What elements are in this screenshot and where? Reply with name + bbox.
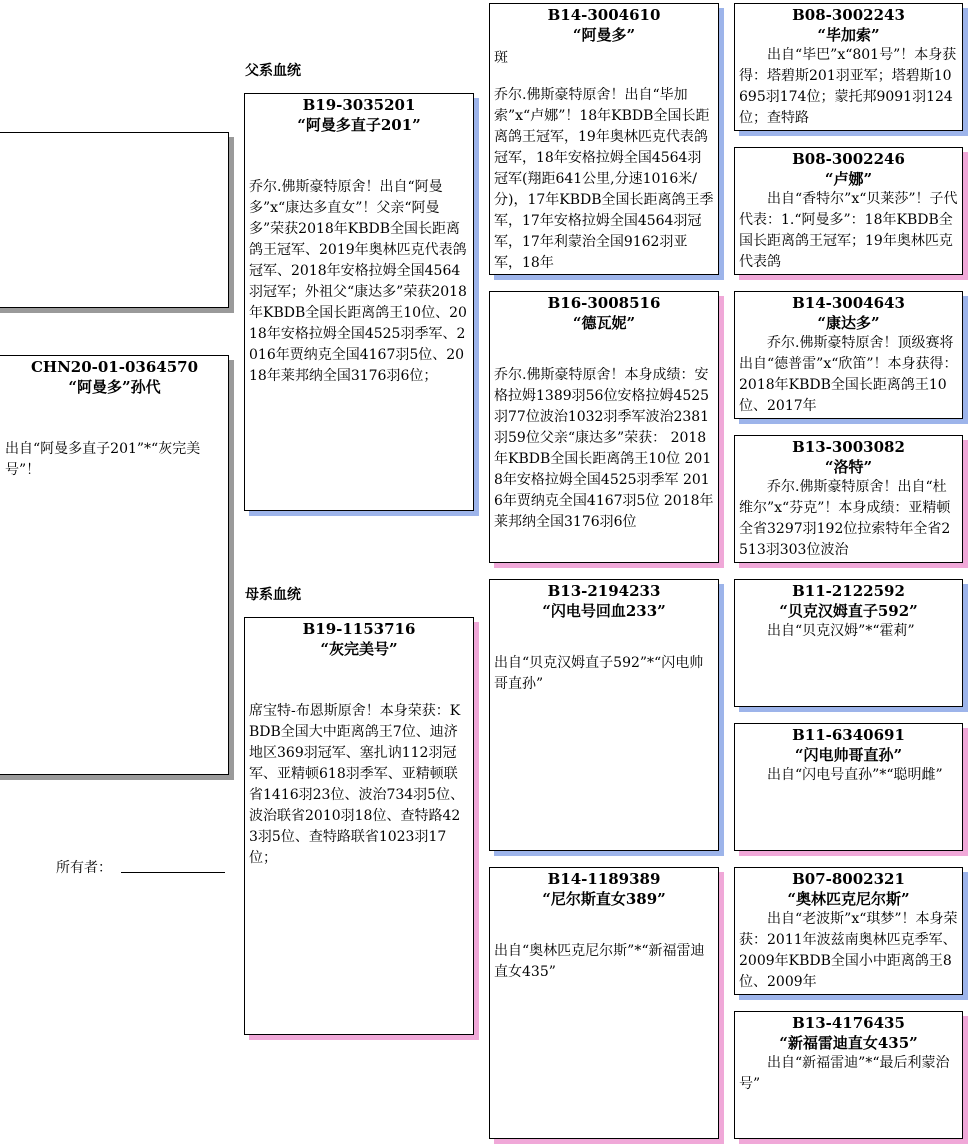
ddd-ring-number: B13-4176435: [792, 1014, 905, 1032]
dsd-ring-number: B11-6340691: [792, 726, 905, 744]
ssd-ring-number: B08-3002246: [792, 150, 905, 168]
dam-description: 席宝特-布恩斯原舍！本身荣获：KBDB全国大中距离鸽王7位、迪济地区369羽冠军、塞扎讷112羽冠军、亚精顿618羽季军、亚精顿联省1416羽23位、波治734羽5位、波治联省2010羽18位、查特路423羽5位、查特路联省1023羽17位；: [249, 703, 465, 866]
sire-dam-description: 乔尔.佛斯豪特原舍！本身成绩：安格拉姆1389羽56位安格拉姆4525羽77位波治1032羽季军波治2381羽59位父亲“康达多”荣获： 2018年KBDB全国长距离鸽王10位 2018年安格拉姆全国4525羽季军 2016年贾纳克全国4167羽5位 2018年莱邦纳全国3176羽6位: [494, 367, 714, 530]
sds-card: [734, 291, 963, 419]
photo-frame: [0, 132, 229, 308]
subject-name: “阿曼多”孙代: [68, 378, 161, 396]
paternal-line-label: 父系血统: [245, 63, 301, 79]
dam-dam-name: “尼尔斯直女389”: [542, 890, 666, 908]
dam-sire-name: “闪电号回血233”: [542, 602, 666, 620]
sdd-name: “洛特”: [824, 458, 873, 476]
sire-sire-ring-number: B14-3004610: [547, 6, 661, 24]
ddd-name: “新福雷迪直女435”: [779, 1034, 918, 1052]
sire-sire-description: 乔尔.佛斯豪特原舍！出自“毕加索”x“卢娜”！18年KBDB全国长距离鸽王冠军，19年奥林匹克代表鸽冠军，18年安格拉姆全国4564羽冠军(翔距641公里,分速1016米/分)，17年KBDB全国长距离鸽王季军，17年安格拉姆全国4564羽冠军，17年利蒙治全国9162羽亚军，18年: [494, 87, 714, 271]
subject-ring-number: CHN20-01-0364570: [30, 358, 199, 376]
dss-ring-number: B11-2122592: [792, 582, 905, 600]
ssd-card: [734, 147, 963, 275]
sire-dam-card: [489, 291, 719, 563]
dam-dam-description: 出自“奥林匹克尼尔斯”*“新福雷迪直女435”: [494, 943, 705, 980]
sdd-ring-number: B13-3003082: [792, 438, 905, 456]
dam-dam-card: [489, 867, 719, 1139]
sire-sire-name: “阿曼多”: [572, 26, 636, 44]
sire-dam-name: “德瓦妮”: [572, 314, 636, 332]
dam-card: [244, 617, 474, 1035]
dam-dam-ring-number: B14-1189389: [547, 870, 661, 888]
owner-signature-line: [121, 872, 225, 873]
sds-description: 乔尔.佛斯豪特原舍！顶级赛将出自“德普雷”x“欣笛”！本身获得：2018年KBDB全国长距离鸽王10位、2017年: [739, 335, 958, 414]
dss-card: [734, 579, 963, 707]
sss-description: 出自“毕巴”x“801号”！本身获得：塔碧斯201羽亚军；塔碧斯10695羽174位；蒙托邦9091羽124位；查特路: [739, 47, 957, 126]
dss-name: “贝克汉姆直子592”: [779, 602, 918, 620]
ddd-description: 出自“新福雷迪”*“最后利蒙治号”: [739, 1055, 950, 1092]
dam-sire-card: [489, 579, 719, 851]
sss-card: [734, 3, 963, 131]
sire-sire-color: 斑: [494, 50, 508, 66]
dsd-name: “闪电帅哥直孙”: [794, 746, 903, 764]
dds-name: “奥林匹克尼尔斯”: [787, 890, 910, 908]
sire-ring-number: B19-3035201: [302, 96, 416, 114]
owner-label: 所有者：: [56, 860, 112, 876]
sdd-card: [734, 435, 963, 563]
dam-sire-description: 出自“贝克汉姆直子592”*“闪电帅哥直孙”: [494, 655, 704, 692]
dds-card: [734, 867, 963, 995]
dds-description: 出自“老波斯”x“琪梦”！本身荣获：2011年波兹南奥林匹克季军、2009年KBDB全国小中距离鸽王8位、2009年: [739, 911, 958, 990]
dam-name: “灰完美号”: [320, 640, 398, 658]
sdd-description: 乔尔.佛斯豪特原舍！出自“杜维尔”x“芬克”！本身成绩：亚精顿全省3297羽192位拉索特年全省2513羽303位波治: [739, 479, 951, 558]
subject-card: [0, 355, 229, 775]
dam-ring-number: B19-1153716: [302, 620, 416, 638]
ssd-name: “卢娜”: [824, 170, 873, 188]
sire-sire-card: [489, 3, 719, 275]
dsd-card: [734, 723, 963, 851]
sire-dam-ring-number: B16-3008516: [547, 294, 661, 312]
maternal-line-label: 母系血统: [245, 587, 301, 603]
sire-description: 乔尔.佛斯豪特原舍！出自“阿曼多”x“康达多直女”！父亲“阿曼多”荣获2018年KBDB全国长距离鸽王冠军、2019年奥林匹克代表鸽冠军、2018年安格拉姆全国4564羽冠军；外祖父“康达多”荣获2018年KBDB全国长距离鸽王10位、2018年安格拉姆全国4525羽季军、2016年贾纳克全国4167羽5位、2018年莱邦纳全国3176羽6位；: [249, 179, 467, 384]
sire-card: [244, 93, 474, 511]
subject-description: 出自“阿曼多直子201”*“灰完美号”！: [5, 441, 201, 478]
dam-sire-ring-number: B13-2194233: [547, 582, 661, 600]
dds-ring-number: B07-8002321: [792, 870, 905, 888]
sds-ring-number: B14-3004643: [792, 294, 905, 312]
dsd-description: 出自“闪电号直孙”*“聪明雌”: [739, 767, 943, 783]
sss-name: “毕加索”: [817, 26, 880, 44]
ssd-description: 出自“香特尔”x“贝莱莎”！子代代表：1.“阿曼多”：18年KBDB全国长距离鸽王冠军；19年奥林匹克代表鸽: [739, 191, 958, 270]
ddd-card: [734, 1011, 963, 1139]
sss-ring-number: B08-3002243: [792, 6, 905, 24]
sds-name: “康达多”: [817, 314, 880, 332]
sire-name: “阿曼多直子201”: [297, 116, 421, 134]
dss-description: 出自“贝克汉姆”*“霍莉”: [739, 623, 915, 639]
